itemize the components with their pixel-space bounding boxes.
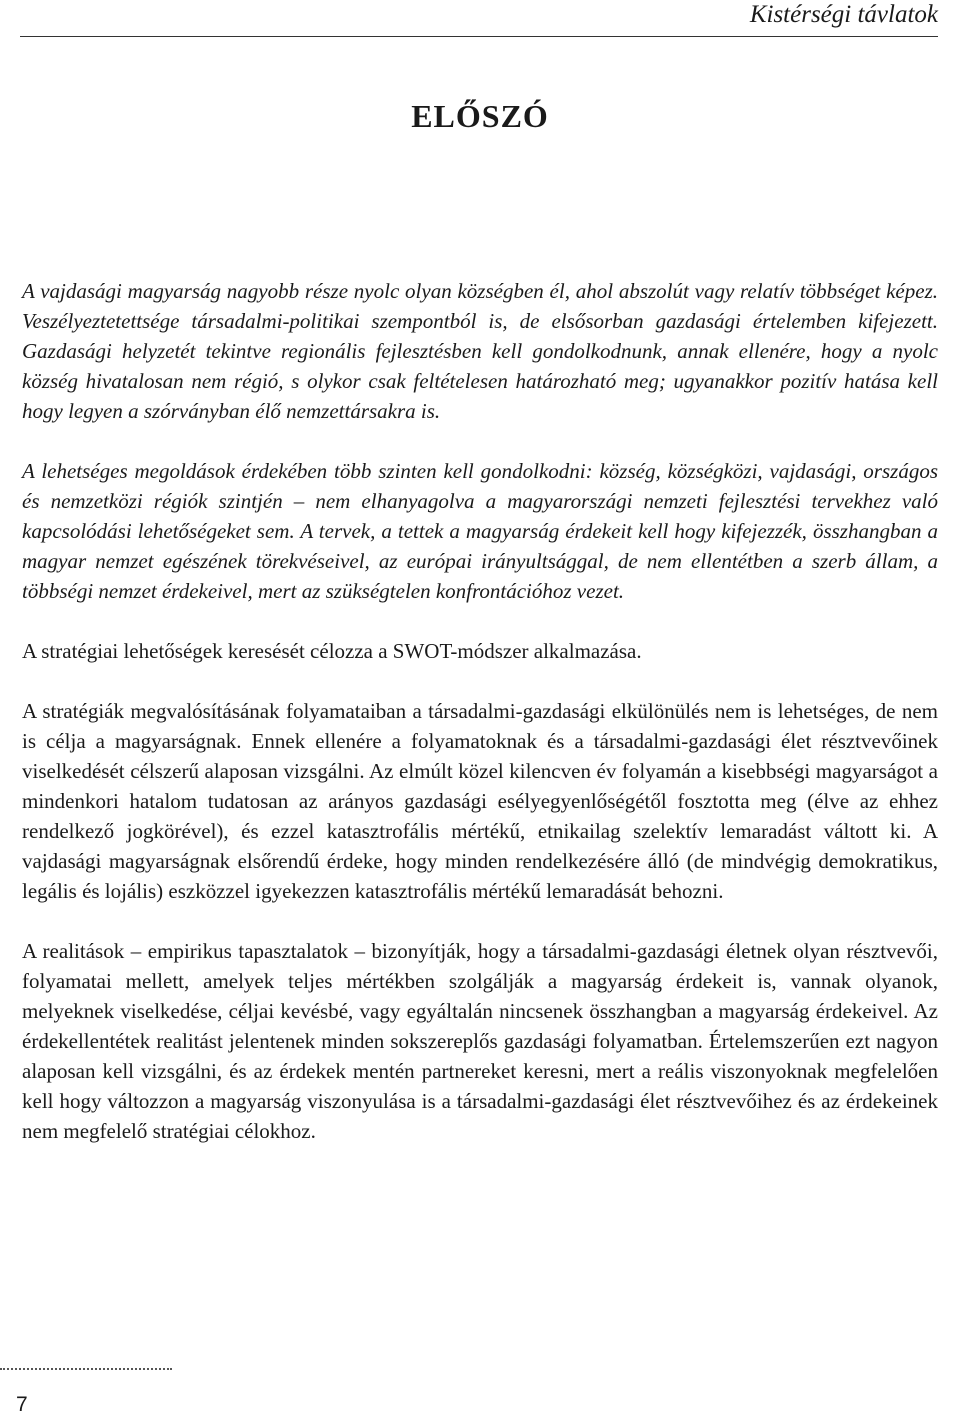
footer-dotted-rule (0, 1368, 172, 1370)
running-header (20, 0, 938, 37)
paragraph-swot: A stratégiai lehetőségek keresését célozza a SWOT-módszer alkalmazása. (22, 639, 642, 663)
paragraph-solutions: A lehetséges megoldások érdekében több szinten kell gondolkodni: község, községközi, vajdasági, országos és nemzetközi régiók szintjén – nem elhanyagolva a magyarországi nemzeti fejlesztési tervekhez való kapcsolódási lehetőségeket sem. A tervek, a tettek a magyarság érdekeit kell hogy kifejezzék, összhangban a magyar nemzet egészének törekvéseivel, az európai irányultsággal, de nem ellentétben a szerb állam, a többségi nemzet érdekeivel, mert az szükségtelen konfrontációhoz vezet. (22, 459, 938, 603)
paragraph-intro: A vajdasági magyarság nagyobb része nyolc olyan községben él, ahol abszolút vagy relatív többséget képez. Veszélyeztetettsége társadalmi-politikai szempontból is, de elsősorban gazdasági értelemben kifejezett. Gazdasági helyzetét tekintve regionális fejlesztésben kell gondolkodnunk, annak ellenére, hogy a nyolc község hivatalosan nem régió, s olykor csak feltételesen határozható meg; ugyanakkor pozitív hatása kell hogy legyen a szórványban élő nemzettársakra is. (22, 279, 938, 423)
body-text (22, 276, 938, 1176)
paragraph-realities: A realitások – empirikus tapasztalatok – bizonyítják, hogy a társadalmi-gazdasági életnek olyan résztvevői, folyamatai mellett, amelyek teljes mértékben szolgálják a magyarság érdekeit is, vannak olyanok, melyeknek viselkedése, céljai kevésbé, vagy egyáltalán nincsenek összhangban a magyarság érdekeivel. Az érdekellentétek realitást jelentenek minden sokszereplős gazdasági folyamatban. Értelemszerűen ezt nagyon alaposan kell vizsgálni, és az érdekek mentén partnereket keresni, mert a reális viszonyoknak megfelelően kell hogy változzon a magyarság viszonyulása is a társadalmi-gazdasági élet résztvevőihez és az érdekeinek nem megfelelő stratégiai célokhoz. (22, 939, 938, 1143)
page-number: 7 (16, 1393, 28, 1416)
running-header-title: Kistérségi távlatok (749, 1, 938, 28)
page-title: ELŐSZÓ (411, 98, 549, 134)
paragraph-strategies: A stratégiák megvalósításának folyamataiban a társadalmi-gazdasági elkülönülés nem is lehetséges, de nem is célja a magyarságnak. Ennek ellenére a folyamatoknak és a társadalmi-gazdasági élet résztvevőinek viselkedését célszerű alaposan vizsgálni. Az elmúlt közel kilencven év folyamán a kisebbségi magyarságot a mindenkori hatalom tudatosan az arányos gazdasági esélyegyenlőségétől fosztotta meg (élve az ehhez rendelkező jogkörével), és ezzel katasztrofális mértékű, etnikailag szelektív lemaradást váltott ki. A vajdasági magyarságnak elsőrendű érdeke, hogy minden rendelkezésére álló (de mindvégig demokratikus, legális és lojális) eszközzel igyekezzen katasztrofális mértékű lemaradását behozni. (22, 699, 938, 903)
